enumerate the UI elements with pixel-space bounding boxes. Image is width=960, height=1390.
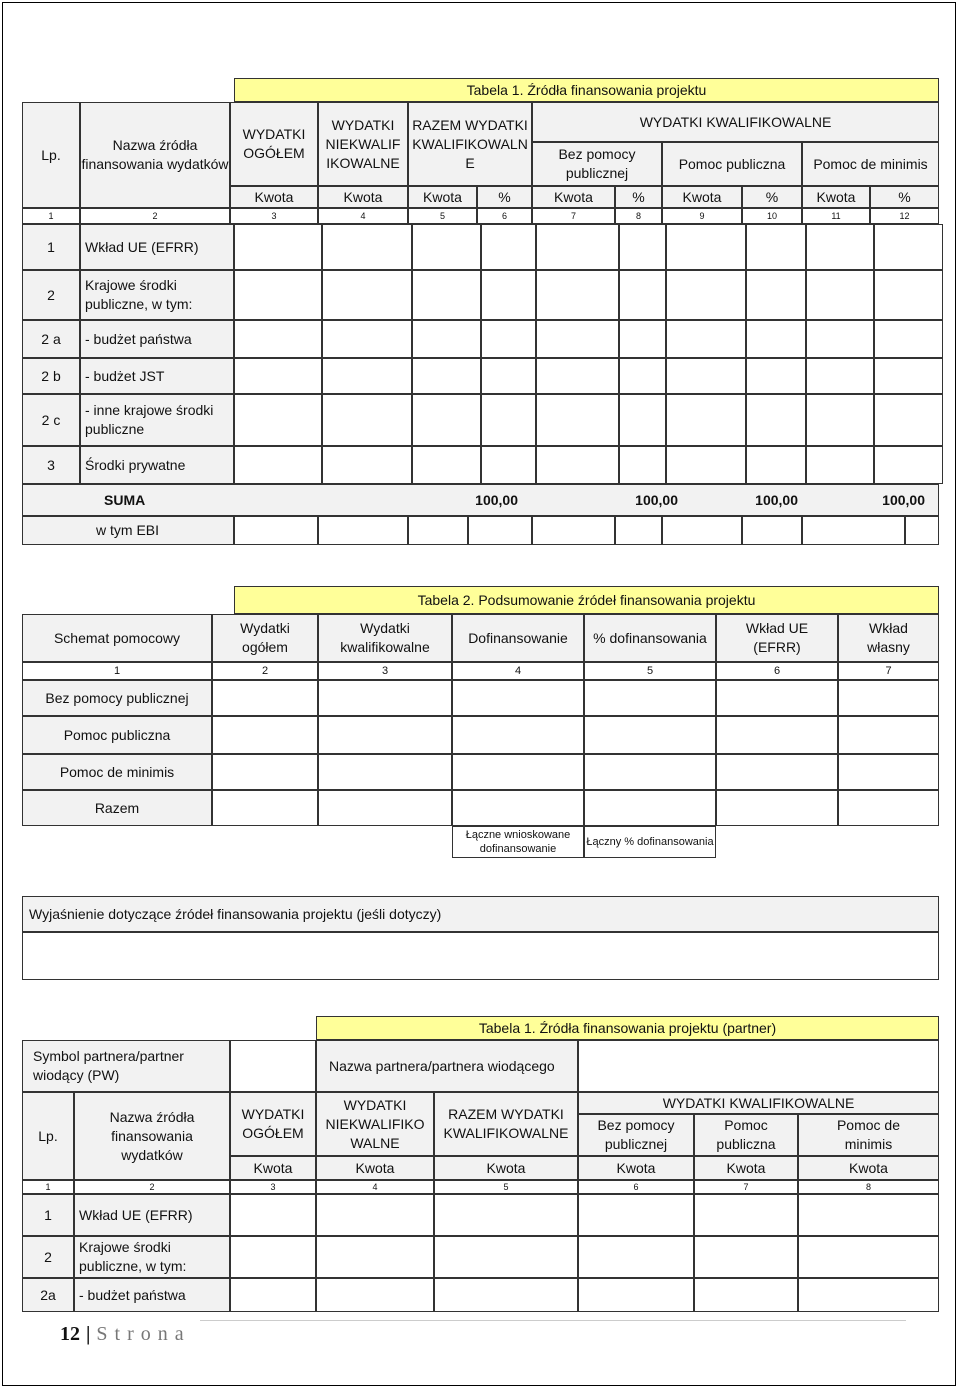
- t2-header-cell: Schemat pomocowy: [22, 614, 212, 662]
- table-cell[interactable]: [746, 270, 806, 320]
- t3-column-number: 7: [694, 1180, 798, 1194]
- column-number: 3: [230, 208, 318, 224]
- unit-cell: Kwota: [230, 186, 318, 208]
- t3-row-name: - budżet państwa: [74, 1278, 230, 1312]
- t2-header-cell: Dofinansowanie: [452, 614, 584, 662]
- table-cell[interactable]: [322, 446, 412, 484]
- table-cell[interactable]: [412, 446, 481, 484]
- t3-column-number: 8: [798, 1180, 939, 1194]
- ebi-cell[interactable]: [905, 516, 939, 545]
- t2-cell[interactable]: [212, 790, 318, 826]
- unit-cell: %: [742, 186, 802, 208]
- t2-cell[interactable]: [452, 754, 584, 790]
- t2-column-number: 5: [584, 662, 716, 680]
- table-cell[interactable]: [481, 270, 536, 320]
- col-razem: RAZEM WYDATKI KWALIFIKOWALN E: [408, 102, 532, 186]
- ebi-cell[interactable]: [408, 516, 468, 545]
- t3-col-niekwal: WYDATKI NIEKWALIFIKO WALNE: [316, 1092, 434, 1156]
- t3-unit-cell: Kwota: [694, 1156, 798, 1180]
- ebi-label: w tym EBI: [96, 522, 160, 538]
- page-separator: |: [86, 1322, 91, 1345]
- t2-cell[interactable]: [452, 680, 584, 716]
- column-number: 6: [477, 208, 532, 224]
- table-cell[interactable]: [746, 320, 806, 358]
- t2-cell[interactable]: [318, 716, 452, 754]
- t2-cell[interactable]: [716, 716, 838, 754]
- table-cell[interactable]: [481, 394, 536, 446]
- t3-column-number: 6: [578, 1180, 694, 1194]
- suma-val-razem: 100,00: [475, 491, 518, 508]
- t2-cell[interactable]: [318, 680, 452, 716]
- t3-row-name: Wkład UE (EFRR): [74, 1194, 230, 1236]
- col-bez: Bez pomocy publicznej: [532, 142, 662, 186]
- symbol-partnera-value[interactable]: [230, 1040, 316, 1092]
- table-cell[interactable]: [412, 224, 481, 270]
- t3-col-ogolem: WYDATKI OGÓŁEM: [230, 1092, 316, 1156]
- unit-cell: %: [477, 186, 532, 208]
- t2-cell[interactable]: [212, 680, 318, 716]
- row-lp: 2 c: [22, 394, 80, 446]
- t3-cell[interactable]: [578, 1236, 694, 1278]
- table-3-title: Tabela 1. Źródła finansowania projektu (partner): [316, 1016, 939, 1040]
- t3-cell[interactable]: [434, 1236, 578, 1278]
- t3-unit-cell: Kwota: [434, 1156, 578, 1180]
- suma-val-bez: 100,00: [635, 491, 678, 508]
- table-cell[interactable]: [874, 394, 943, 446]
- table-cell[interactable]: [666, 224, 746, 270]
- table-cell[interactable]: [234, 394, 322, 446]
- table-cell[interactable]: [234, 224, 322, 270]
- table-cell[interactable]: [412, 358, 481, 394]
- t3-row-name: Krajowe środki publiczne, w tym:: [74, 1236, 230, 1278]
- row-name: - budżet JST: [80, 358, 234, 394]
- symbol-partnera: Symbol partnera/partner wiodący (PW): [22, 1040, 230, 1092]
- table-cell[interactable]: [322, 394, 412, 446]
- t2-cell[interactable]: [584, 716, 716, 754]
- t2-cell[interactable]: [838, 716, 939, 754]
- t3-col-kwal: WYDATKI KWALIFIKOWALNE: [578, 1092, 939, 1114]
- table-cell[interactable]: [619, 270, 666, 320]
- t2-row-label: Pomoc publiczna: [22, 716, 212, 754]
- row-name: Krajowe środki publiczne, w tym:: [80, 270, 234, 320]
- table-cell[interactable]: [536, 320, 619, 358]
- table-cell[interactable]: [481, 224, 536, 270]
- t3-cell[interactable]: [578, 1278, 694, 1312]
- row-name: - inne krajowe środki publiczne: [80, 394, 234, 446]
- table-cell[interactable]: [874, 446, 943, 484]
- t3-col-nazwa: Nazwa źródła finansowania wydatków: [74, 1092, 230, 1180]
- t2-header-cell: Wydatki ogółem: [212, 614, 318, 662]
- table-cell[interactable]: [666, 358, 746, 394]
- row-lp: 2 b: [22, 358, 80, 394]
- table-cell[interactable]: [234, 358, 322, 394]
- t3-cell[interactable]: [434, 1278, 578, 1312]
- unit-cell: %: [870, 186, 939, 208]
- table-cell[interactable]: [666, 446, 746, 484]
- t2-row-label: Bez pomocy publicznej: [22, 680, 212, 716]
- table-1-title: Tabela 1. Źródła finansowania projektu: [234, 78, 939, 102]
- t2-column-number: 3: [318, 662, 452, 680]
- table-cell[interactable]: [412, 320, 481, 358]
- table-cell[interactable]: [322, 224, 412, 270]
- t2-header-cell: Wkład własny: [838, 614, 939, 662]
- t2-cell[interactable]: [584, 680, 716, 716]
- t2-column-number: 1: [22, 662, 212, 680]
- row-name: Wkład UE (EFRR): [80, 224, 234, 270]
- table-cell[interactable]: [481, 446, 536, 484]
- t3-cell[interactable]: [694, 1236, 798, 1278]
- row-lp: 1: [22, 224, 80, 270]
- t3-cell[interactable]: [230, 1278, 316, 1312]
- table-cell[interactable]: [619, 320, 666, 358]
- t3-cell[interactable]: [230, 1194, 316, 1236]
- row-lp: 3: [22, 446, 80, 484]
- t3-cell[interactable]: [578, 1194, 694, 1236]
- t2-cell[interactable]: [452, 790, 584, 826]
- ebi-cell[interactable]: [532, 516, 615, 545]
- table-cell[interactable]: [874, 224, 943, 270]
- table-cell[interactable]: [322, 358, 412, 394]
- unit-cell: Kwota: [408, 186, 477, 208]
- table-cell[interactable]: [806, 358, 874, 394]
- table-cell[interactable]: [806, 446, 874, 484]
- ebi-cell[interactable]: [802, 516, 905, 545]
- t2-cell[interactable]: [838, 680, 939, 716]
- t3-cell[interactable]: [798, 1236, 939, 1278]
- ebi-cell[interactable]: [468, 516, 532, 545]
- column-number: 9: [662, 208, 742, 224]
- column-number: 1: [22, 208, 80, 224]
- suma-val-pomoc: 100,00: [755, 491, 798, 508]
- table-cell[interactable]: [806, 224, 874, 270]
- t3-column-number: 5: [434, 1180, 578, 1194]
- table-cell[interactable]: [666, 270, 746, 320]
- column-number: 7: [532, 208, 615, 224]
- t2-header-cell: % dofinansowania: [584, 614, 716, 662]
- column-number: 12: [870, 208, 939, 224]
- table-cell[interactable]: [746, 394, 806, 446]
- t3-col-razem: RAZEM WYDATKI KWALIFIKOWALNE: [434, 1092, 578, 1156]
- ebi-cell[interactable]: [662, 516, 742, 545]
- t3-column-number: 4: [316, 1180, 434, 1194]
- t2-cell[interactable]: [452, 716, 584, 754]
- table-cell[interactable]: [746, 446, 806, 484]
- t3-col-pomoc: Pomoc publiczna: [694, 1114, 798, 1156]
- col-kwal: WYDATKI KWALIFIKOWALNE: [532, 102, 939, 142]
- column-number: 11: [802, 208, 870, 224]
- table-cell[interactable]: [234, 270, 322, 320]
- t2-cell[interactable]: [838, 790, 939, 826]
- table-cell[interactable]: [666, 320, 746, 358]
- table-cell[interactable]: [666, 394, 746, 446]
- table-cell[interactable]: [619, 394, 666, 446]
- unit-cell: %: [615, 186, 662, 208]
- table-cell[interactable]: [806, 394, 874, 446]
- table-cell[interactable]: [536, 446, 619, 484]
- t3-unit-cell: Kwota: [578, 1156, 694, 1180]
- t3-cell[interactable]: [316, 1236, 434, 1278]
- t3-cell[interactable]: [694, 1278, 798, 1312]
- table-cell[interactable]: [536, 358, 619, 394]
- t3-cell[interactable]: [434, 1194, 578, 1236]
- row-lp: 2: [22, 270, 80, 320]
- column-number: 5: [408, 208, 477, 224]
- t3-unit-cell: Kwota: [316, 1156, 434, 1180]
- t2-header-cell: Wkład UE (EFRR): [716, 614, 838, 662]
- col-minimis: Pomoc de minimis: [802, 142, 939, 186]
- t3-column-number: 1: [22, 1180, 74, 1194]
- t2-column-number: 2: [212, 662, 318, 680]
- t3-row-lp: 2: [22, 1236, 74, 1278]
- nazwa-partnera-value[interactable]: [578, 1040, 939, 1092]
- laczny-label: Łączny % dofinansowania: [584, 826, 716, 858]
- table-cell[interactable]: [536, 394, 619, 446]
- column-number: 10: [742, 208, 802, 224]
- t3-col-minimis: Pomoc de minimis: [798, 1114, 939, 1156]
- t2-cell[interactable]: [212, 754, 318, 790]
- row-name: - budżet państwa: [80, 320, 234, 358]
- table-cell[interactable]: [619, 224, 666, 270]
- page-word: S t r o n a: [96, 1322, 185, 1345]
- t3-cell[interactable]: [230, 1236, 316, 1278]
- t2-row-label: Razem: [22, 790, 212, 826]
- table-cell[interactable]: [746, 224, 806, 270]
- row-name: Środki prywatne: [80, 446, 234, 484]
- unit-cell: Kwota: [662, 186, 742, 208]
- table-cell[interactable]: [746, 358, 806, 394]
- t2-cell[interactable]: [716, 790, 838, 826]
- explanation-label: Wyjaśnienie dotyczące źródeł finansowania projektu (jeśli dotyczy): [22, 896, 939, 932]
- col-nazwa: Nazwa źródła finansowania wydatków: [80, 102, 230, 208]
- t3-row-lp: 1: [22, 1194, 74, 1236]
- table-cell[interactable]: [619, 446, 666, 484]
- t3-column-number: 2: [74, 1180, 230, 1194]
- t2-cell[interactable]: [212, 716, 318, 754]
- t3-cell[interactable]: [798, 1278, 939, 1312]
- table-cell[interactable]: [481, 358, 536, 394]
- column-number: 2: [80, 208, 230, 224]
- table-cell[interactable]: [874, 358, 943, 394]
- t2-column-number: 6: [716, 662, 838, 680]
- t3-unit-cell: Kwota: [230, 1156, 316, 1180]
- t2-cell[interactable]: [318, 754, 452, 790]
- table-cell[interactable]: [322, 320, 412, 358]
- ebi-cell[interactable]: [615, 516, 662, 545]
- explanation-field[interactable]: [22, 932, 939, 980]
- nazwa-partnera-label: Nazwa partnera/partnera wiodącego: [316, 1040, 578, 1092]
- column-number: 8: [615, 208, 662, 224]
- suma-val-minimis: 100,00: [882, 491, 925, 508]
- col-pomoc: Pomoc publiczna: [662, 142, 802, 186]
- t3-cell[interactable]: [316, 1278, 434, 1312]
- t2-column-number: 4: [452, 662, 584, 680]
- t3-col-lp: Lp.: [22, 1092, 74, 1180]
- col-niekwal: WYDATKI NIEKWALIF IKOWALNE: [318, 102, 408, 186]
- t2-header-cell: Wydatki kwalifikowalne: [318, 614, 452, 662]
- t2-cell[interactable]: [584, 790, 716, 826]
- table-cell[interactable]: [619, 358, 666, 394]
- table-cell[interactable]: [412, 394, 481, 446]
- t3-row-lp: 2a: [22, 1278, 74, 1312]
- column-number: 4: [318, 208, 408, 224]
- t3-cell[interactable]: [316, 1194, 434, 1236]
- table-cell[interactable]: [536, 224, 619, 270]
- footer-rule: [200, 1320, 906, 1321]
- table-cell[interactable]: [322, 270, 412, 320]
- table-cell[interactable]: [412, 270, 481, 320]
- t2-cell[interactable]: [716, 754, 838, 790]
- table-cell[interactable]: [874, 320, 943, 358]
- t2-cell[interactable]: [318, 790, 452, 826]
- t2-column-number: 7: [838, 662, 939, 680]
- suma-label: SUMA: [104, 491, 146, 508]
- unit-cell: Kwota: [532, 186, 615, 208]
- table-cell[interactable]: [481, 320, 536, 358]
- unit-cell: Kwota: [802, 186, 870, 208]
- laczne-label: Łączne wnioskowane dofinansowanie: [452, 826, 584, 858]
- row-lp: 2 a: [22, 320, 80, 358]
- page-number: 12: [60, 1322, 80, 1345]
- t3-cell[interactable]: [694, 1194, 798, 1236]
- t3-column-number: 3: [230, 1180, 316, 1194]
- t2-cell[interactable]: [584, 754, 716, 790]
- table-cell[interactable]: [874, 270, 943, 320]
- table-cell[interactable]: [234, 446, 322, 484]
- table-2-title: Tabela 2. Podsumowanie źródeł finansowania projektu: [234, 586, 939, 614]
- table-cell[interactable]: [806, 270, 874, 320]
- table-cell[interactable]: [536, 270, 619, 320]
- unit-cell: Kwota: [318, 186, 408, 208]
- ebi-cell[interactable]: [742, 516, 802, 545]
- t3-col-bez: Bez pomocy publicznej: [578, 1114, 694, 1156]
- ebi-cell[interactable]: [234, 516, 318, 545]
- t2-cell[interactable]: [716, 680, 838, 716]
- col-ogolem: WYDATKI OGÓŁEM: [230, 102, 318, 186]
- col-lp: Lp.: [22, 102, 80, 208]
- table-cell[interactable]: [806, 320, 874, 358]
- t3-cell[interactable]: [798, 1194, 939, 1236]
- t2-row-label: Pomoc de minimis: [22, 754, 212, 790]
- t3-unit-cell: Kwota: [798, 1156, 939, 1180]
- t2-cell[interactable]: [838, 754, 939, 790]
- ebi-cell[interactable]: [318, 516, 408, 545]
- table-cell[interactable]: [234, 320, 322, 358]
